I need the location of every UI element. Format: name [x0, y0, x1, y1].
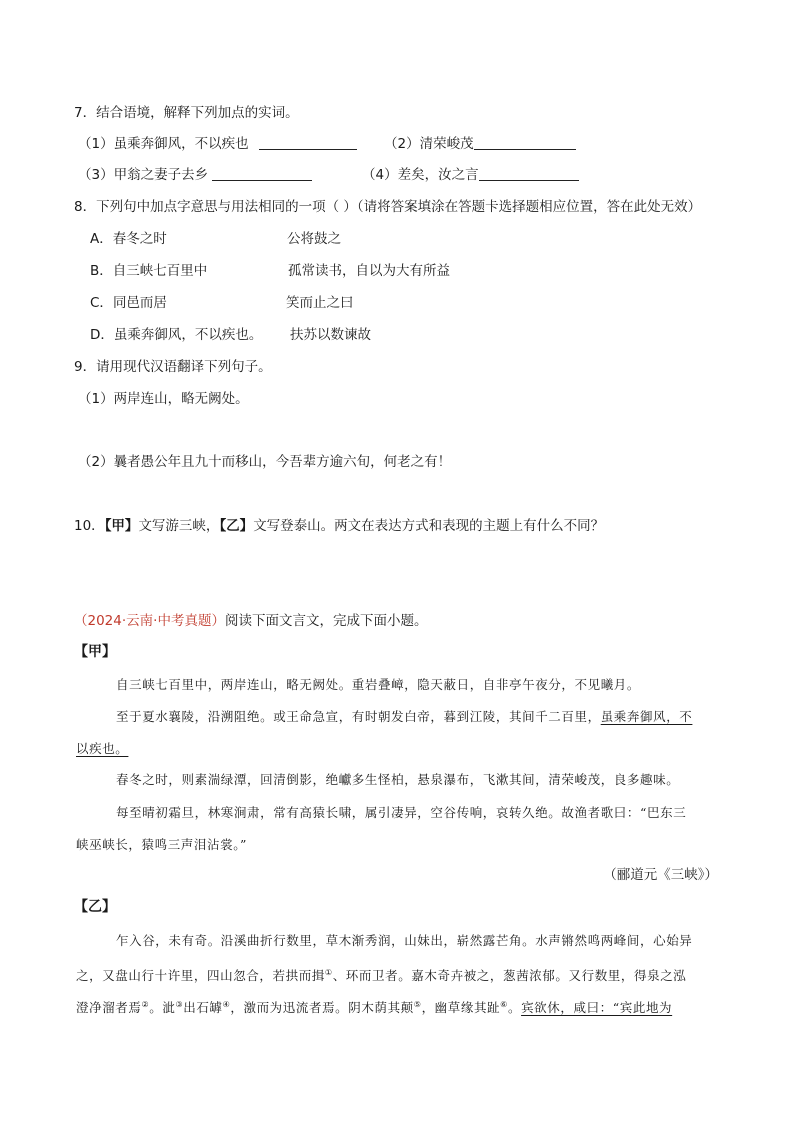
yi-paragraph-line-3: [76, 996, 672, 1017]
q10-yi-label: 【乙】: [219, 518, 254, 534]
jia-paragraph-4-line-2: 峡巫峡长，猿鸣三声泪沾裳。”: [76, 837, 248, 852]
q8-option-c-right: 笑而止之曰: [286, 295, 354, 311]
yi-paragraph-line-1: 乍入谷，未有奇。沿溪曲折行数里，草木渐秀润，山妹出，崭然露芒角。水声锵然鸣两峰间，心始异: [116, 933, 693, 948]
jia-paragraph-3: 春冬之时，则素湍绿潭，回清倒影，绝巘多生怪柏，悬泉瀑布，飞漱其间，清荣峻茂，良多趣味。: [116, 772, 680, 787]
jia-paragraph-2-line-2: [76, 740, 128, 758]
q7-item-1-num: （1）: [78, 136, 114, 152]
q10-rest: 文写登泰山。两文在表达方式和表现的主题上有什么不同？: [253, 518, 605, 534]
yi-text: 。: [507, 1000, 522, 1015]
option-label: A．: [90, 231, 113, 247]
yi-text: 出石罅: [183, 1000, 223, 1015]
yi-heading: 【乙】: [74, 899, 116, 915]
answer-blank[interactable]: [474, 135, 576, 150]
q7-item-2: [384, 135, 576, 153]
jia-heading: 【甲】: [74, 644, 116, 660]
q10-mid: 文写游三峡，: [138, 518, 220, 534]
answer-blank[interactable]: [479, 166, 579, 181]
q7-item-4-num: （4）: [362, 167, 398, 183]
question-8-title: 8．下列句中加点字意思与用法相同的一项（ ）（请将答案填涂在答题卡选择题相应位置，答在此处无效）: [74, 199, 702, 215]
source-tag: （2024·云南·中考真题）: [74, 613, 225, 629]
jia-p2-text: 至于夏水襄陵，沿溯阻绝。或王命急宣，有时朝发白帝，暮到江陵，其间千二百里，: [116, 709, 601, 724]
q10-jia-label: 【甲】: [104, 518, 139, 534]
q7-item-2-num: （2）: [384, 136, 420, 152]
yi-text: 澄净溜者焉: [76, 1000, 142, 1015]
underlined-sentence-end: 以疾也。: [76, 741, 129, 756]
footnote-marker-3[interactable]: ③: [175, 1000, 184, 1009]
q7-item-4-text: 差矣，汝之言: [397, 167, 479, 183]
q8-option-b[interactable]: [90, 262, 207, 280]
q7-item-4: [362, 166, 579, 184]
q7-item-2-text: 清荣峻茂: [419, 136, 474, 152]
footnote-marker-6[interactable]: ⑥: [500, 1000, 508, 1009]
jia-paragraph-1: 自三峡七百里中，两岸连山，略无阙处。重岩叠嶂，隐天蔽日，自非亭午夜分，不见曦月。: [116, 677, 641, 692]
q8-option-d-right: 扶苏以数谏故: [290, 327, 371, 343]
option-left-text: 自三峡七百里中: [112, 263, 208, 279]
question-9-title: 9．请用现代汉语翻译下列句子。: [74, 359, 272, 375]
option-left-text: 同邑而居: [112, 295, 167, 311]
yi-text: ，幽草缘其趾: [421, 1000, 501, 1015]
option-left-text: 春冬之时: [112, 231, 167, 247]
answer-blank[interactable]: [259, 135, 357, 150]
yi-text: 、环而卫者。嘉木奇卉被之，葱茜浓郁。又行数里，得泉之泓: [332, 968, 687, 983]
underlined-sentence: 宾欲休，咸曰：“宾此地为: [521, 1000, 673, 1015]
q7-item-1: [78, 135, 357, 153]
q9-sentence-2: （2）曩者愚公年且九十而移山，今吾辈方逾六旬，何老之有！: [78, 454, 452, 470]
footnote-marker-4[interactable]: ④: [222, 1000, 231, 1009]
question-10: [74, 517, 604, 535]
q8-option-d[interactable]: [90, 326, 262, 344]
footnote-marker-2[interactable]: ②: [141, 1000, 150, 1009]
q8-option-c[interactable]: [90, 294, 167, 312]
q9-sentence-1: （1）两岸连山，略无阙处。: [78, 391, 249, 407]
q8-option-a[interactable]: [90, 230, 167, 248]
q7-item-3-text: 甲翁之妻子去乡: [113, 167, 209, 183]
jia-paragraph-2-line-1: [116, 708, 692, 726]
option-left-text: 虽乘奔御风，不以疾也。: [113, 327, 263, 343]
jia-attribution: （郦道元《三峡》）: [603, 867, 718, 883]
question-7-title: 7．结合语境，解释下列加点的实词。: [74, 105, 299, 121]
footnote-marker-5[interactable]: ⑤: [413, 1000, 422, 1009]
yi-paragraph-line-2: [76, 964, 686, 985]
q7-item-1-text: 虽乘奔御风，不以疾也: [113, 136, 249, 152]
option-label: B．: [90, 263, 113, 279]
yi-text: 之，又盘山行十许里，四山忽合，若拱而揖: [76, 968, 325, 983]
option-label: D．: [90, 327, 114, 343]
q7-item-3: [78, 166, 312, 184]
footnote-marker-1[interactable]: ①: [324, 968, 333, 977]
intro-text: 阅读下面文言文，完成下面小题。: [224, 613, 428, 629]
q10-num: 10．: [74, 518, 105, 534]
yi-text: ，激而为迅流者焉。阴木荫其颠: [230, 1000, 414, 1015]
jia-paragraph-4-line-1: 每至晴初霜旦，林寒涧肃，常有高猿长啸，属引凄异，空谷传响，哀转久绝。故渔者歌曰：“巴东三: [116, 805, 687, 820]
yi-text: 。泚: [149, 1000, 176, 1015]
passage-intro: [74, 612, 427, 630]
answer-blank[interactable]: [212, 166, 312, 181]
option-label: C．: [90, 295, 113, 311]
underlined-sentence: 虽乘奔御风，不: [600, 709, 693, 724]
q7-item-3-num: （3）: [78, 167, 114, 183]
q8-option-a-right: 公将鼓之: [287, 231, 341, 247]
q8-option-b-right: 孤常读书，自以为大有所益: [288, 263, 450, 279]
